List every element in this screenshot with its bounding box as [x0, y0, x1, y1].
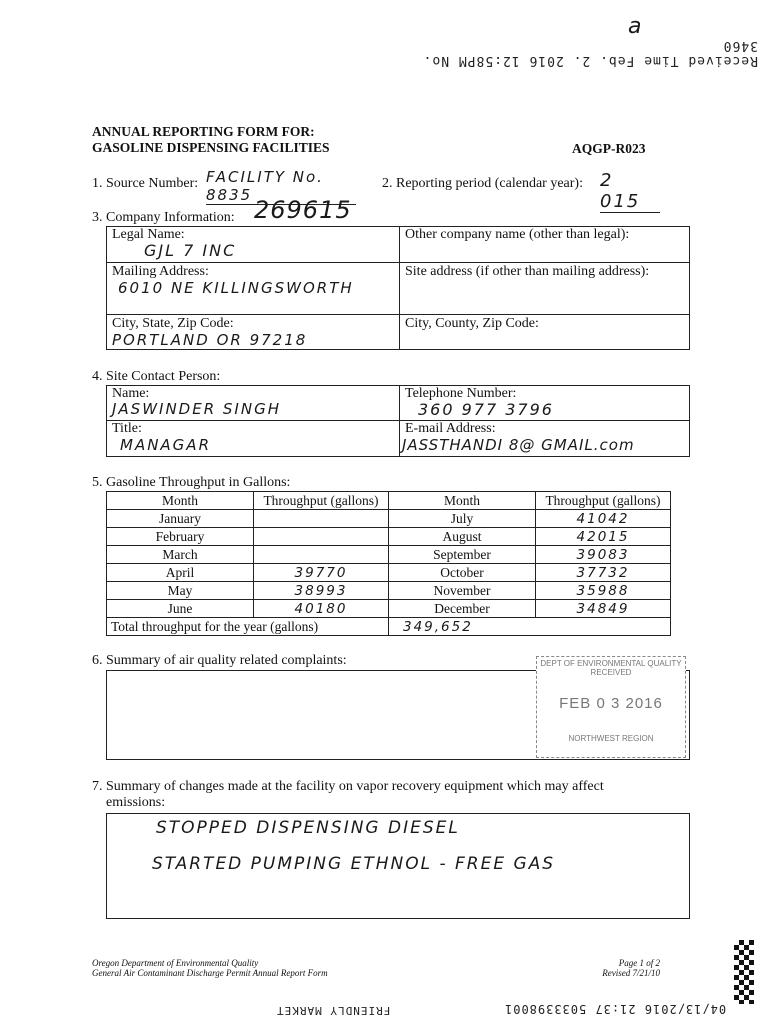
- site-contact-label: 4. Site Contact Person:: [92, 369, 221, 384]
- stamp-received: RECEIVED: [590, 668, 632, 677]
- changes-label: [92, 779, 604, 811]
- legal-name-label: Legal Name:: [112, 227, 185, 242]
- throughput-cell: [254, 546, 389, 564]
- month-cell: January: [107, 510, 254, 528]
- city-county-zip-label: City, County, Zip Code:: [405, 316, 539, 331]
- total-label: Total throughput for the year (gallons): [107, 618, 389, 636]
- month-cell: October: [389, 564, 536, 582]
- col-month-left: Month: [107, 492, 254, 510]
- throughput-cell: [254, 528, 389, 546]
- col-throughput-right: Throughput (gallons): [536, 492, 671, 510]
- source-number-label: 1. Source Number:: [92, 176, 199, 191]
- total-row: [107, 618, 671, 636]
- company-handwritten-id: 269615: [254, 196, 352, 224]
- contact-name-label: Name:: [112, 386, 150, 401]
- throughput-cell: 38993: [254, 582, 389, 600]
- throughput-cell: 34849: [536, 600, 671, 618]
- fax-header-text: Received Time Feb. 2. 2016 12:58PM No. 3460: [422, 38, 758, 68]
- reporting-period-value: 2 015: [600, 170, 660, 213]
- reporting-period-label: 2. Reporting period (calendar year):: [382, 176, 583, 191]
- stamp-region: NORTHWEST REGION: [568, 734, 654, 743]
- company-row-rule-2: [106, 314, 690, 315]
- contact-title-value: MANAGAR: [120, 436, 211, 454]
- mailing-address-label: Mailing Address:: [112, 264, 209, 279]
- throughput-cell: 39770: [254, 564, 389, 582]
- contact-name-value: JASWINDER SINGH: [112, 400, 281, 418]
- throughput-cell: 40180: [254, 600, 389, 618]
- company-box-divider: [399, 226, 400, 350]
- month-cell: April: [107, 564, 254, 582]
- legal-name-value: GJL 7 INC: [144, 241, 237, 260]
- table-row: [107, 582, 671, 600]
- changes-line2: STARTED PUMPING ETHNOL - FREE GAS: [152, 854, 556, 874]
- telephone-label: Telephone Number:: [405, 386, 517, 401]
- month-cell: November: [389, 582, 536, 600]
- throughput-table: [106, 491, 671, 636]
- contact-box-divider: [399, 385, 400, 457]
- month-cell: February: [107, 528, 254, 546]
- top-handwritten-mark: a: [628, 14, 644, 39]
- table-row: [107, 564, 671, 582]
- form-title: [92, 124, 330, 156]
- other-name-label: Other company name (other than legal):: [405, 227, 630, 242]
- throughput-cell: [254, 510, 389, 528]
- footer-right: [594, 958, 660, 978]
- company-info-label: 3. Company Information:: [92, 210, 235, 225]
- site-address-label: Site address (if other than mailing address):: [405, 264, 650, 279]
- table-row: [107, 546, 671, 564]
- month-cell: June: [107, 600, 254, 618]
- stamp-date: FEB 0 3 2016: [559, 695, 663, 712]
- month-cell: May: [107, 582, 254, 600]
- month-cell: September: [389, 546, 536, 564]
- changes-label-line1: 7. Summary of changes made at the facility on vapor recovery equipment which may affect: [92, 779, 604, 794]
- fax-bottom-right: 04/13/2016 21:37 5033398001: [504, 1002, 727, 1016]
- month-cell: March: [107, 546, 254, 564]
- throughput-cell: 37732: [536, 564, 671, 582]
- email-label: E-mail Address:: [405, 421, 496, 436]
- form-code: AQGP-R023: [572, 141, 646, 156]
- fax-header-top: [418, 38, 758, 68]
- contact-title-label: Title:: [112, 421, 142, 436]
- month-cell: August: [389, 528, 536, 546]
- col-throughput-left: Throughput (gallons): [254, 492, 389, 510]
- footer-left: [92, 958, 328, 978]
- email-value: JASSTHANDI 8@ GMAIL.com: [402, 436, 635, 454]
- footer-page: Page 1 of 2: [618, 958, 660, 968]
- throughput-cell: 42015: [536, 528, 671, 546]
- checker-mark-icon: [734, 940, 754, 1004]
- fax-bottom-left: FRIENDLY MARKET: [276, 1004, 391, 1017]
- telephone-value: 360 977 3796: [418, 400, 554, 419]
- throughput-cell: 41042: [536, 510, 671, 528]
- city-state-zip-value: PORTLAND OR 97218: [112, 331, 308, 349]
- changes-label-line2: emissions:: [106, 795, 166, 810]
- form-title-line2: GASOLINE DISPENSING FACILITIES: [92, 140, 330, 155]
- footer-form-name: General Air Contaminant Discharge Permit Annual Report Form: [92, 968, 328, 978]
- footer-agency: Oregon Department of Environmental Quality: [92, 958, 259, 968]
- total-value: 349,652: [389, 618, 671, 636]
- complaints-label: 6. Summary of air quality related complaints:: [92, 653, 347, 668]
- changes-line1: STOPPED DISPENSING DIESEL: [156, 818, 460, 838]
- form-title-line1: ANNUAL REPORTING FORM FOR:: [92, 124, 315, 139]
- throughput-header-row: [107, 492, 671, 510]
- throughput-label: 5. Gasoline Throughput in Gallons:: [92, 475, 291, 490]
- table-row: [107, 600, 671, 618]
- throughput-cell: 35988: [536, 582, 671, 600]
- city-state-zip-label: City, State, Zip Code:: [112, 316, 234, 331]
- contact-row-rule: [106, 420, 690, 421]
- col-month-right: Month: [389, 492, 536, 510]
- stamp-dept: DEPT OF ENVIRONMENTAL QUALITY: [540, 659, 682, 668]
- footer-revised: Revised 7/21/10: [602, 968, 660, 978]
- table-row: [107, 510, 671, 528]
- month-cell: July: [389, 510, 536, 528]
- received-stamp: [536, 656, 686, 758]
- throughput-cell: 39083: [536, 546, 671, 564]
- company-row-rule-1: [106, 262, 690, 263]
- source-number-value: FACILITY No. 8835: [206, 168, 356, 205]
- table-row: [107, 528, 671, 546]
- mailing-address-value: 6010 NE KILLINGSWORTH: [118, 279, 354, 297]
- month-cell: December: [389, 600, 536, 618]
